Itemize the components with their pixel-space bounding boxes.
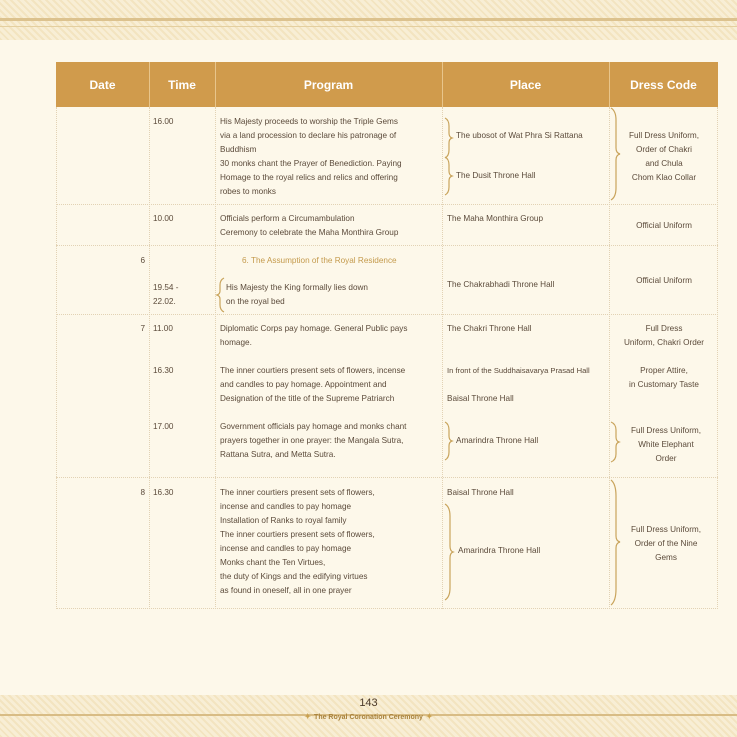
row1-place-b: The Dusit Throne Hall <box>456 171 536 180</box>
row5-place-brace <box>444 504 453 600</box>
row4-dress-3: Full Dress Uniform, White Elephant Order <box>630 426 702 463</box>
schedule-table <box>56 62 718 609</box>
row4-program-1: Diplomatic Corps pay homage. General Public pays homage. <box>220 324 408 347</box>
row4-dress-1: Full Dress Uniform, Chakri Order <box>623 324 705 347</box>
row4-time-3: 17.00 <box>153 422 174 431</box>
row2-time: 10.00 <box>153 214 174 223</box>
row3-dress: Official Uniform <box>636 276 692 285</box>
row1-place-brace-b <box>444 157 452 195</box>
page-number: 143 <box>359 697 378 709</box>
row1-program: His Majesty proceeds to worship the Triple Gems via a land procession to declare his patronage of Buddhism 30 monks chant the Prayer of Benediction. Paying Homage to the royal relics and relics and offering robes to monks <box>220 117 402 196</box>
star-icon: ✦ <box>304 712 312 721</box>
row4-program-2: The inner courtiers present sets of flowers, incense and candles to pay homage. Appointment and Designation of the title of the Supreme Patriarch <box>220 366 406 403</box>
row4-program-3: Government officials pay homage and monks chant prayers together in one prayer: the Mangala Sutra, Rattana Sutra, and Metta Sutra. <box>220 422 407 459</box>
row4-place-3-brace <box>444 422 452 460</box>
row5-date: 8 <box>140 488 145 497</box>
header-time: Time <box>149 62 215 107</box>
row1-place-a: The ubosot of Wat Phra Si Rattana <box>456 131 583 140</box>
top-decorative-band <box>0 0 737 40</box>
row1-dress: Full Dress Uniform, Order of Chakri and Chula Chom Klao Collar <box>628 131 700 182</box>
row4-time-1: 11.00 <box>153 324 173 333</box>
row4-place-2b: Baisal Throne Hall <box>447 394 514 403</box>
row4-place-1: The Chakri Throne Hall <box>447 324 532 333</box>
row2-place: The Maha Monthira Group <box>447 214 544 223</box>
row4-date: 7 <box>140 324 145 333</box>
row5-place-b: Amarindra Throne Hall <box>458 546 541 555</box>
row3-program-brace <box>216 278 224 312</box>
table-border-left <box>56 107 57 609</box>
row4-dress-2: Proper Attire, in Customary Taste <box>629 366 699 389</box>
row5-program: The inner courtiers present sets of flowers, incense and candles to pay homage Installation of Ranks to royal family The inner courtiers present sets of flowers, incense and candles to pay homage Monks chant the Ten Virtues, the duty of Kings and the edifying virtues as found in oneself, all in one prayer <box>220 488 375 595</box>
star-icon: ✦ <box>425 712 433 721</box>
row4-place-2a: In front of the Suddhaisavarya Prasad Hall <box>447 366 590 375</box>
row1-time: 16.00 <box>153 117 174 126</box>
header-place: Place <box>442 62 609 107</box>
row4-time-2: 16.30 <box>153 366 174 375</box>
header-dress-code: Dress Code <box>609 62 718 107</box>
row3-time: 19.54 - 22.02. <box>153 283 179 306</box>
row2-program: Officials perform a Circumambulation Ceremony to celebrate the Maha Monthira Group <box>220 214 399 237</box>
row2-dress: Official Uniform <box>636 221 692 230</box>
row3-date: 6 <box>140 256 145 265</box>
row3-program: His Majesty the King formally lies down on the royal bed <box>226 283 368 306</box>
row5-time: 16.30 <box>153 488 174 497</box>
row3-place: The Chakrabhadi Throne Hall <box>447 280 555 289</box>
header-program: Program <box>215 62 442 107</box>
row3-section-heading: 6. The Assumption of the Royal Residence <box>242 256 397 265</box>
row5-dress: Full Dress Uniform, Order of the Nine Gems <box>630 525 702 562</box>
header-date: Date <box>56 62 149 107</box>
footer-title: ✦ The Royal Coronation Ceremony ✦ <box>304 712 433 721</box>
row5-place-a: Baisal Throne Hall <box>447 488 514 497</box>
row4-place-3: Amarindra Throne Hall <box>456 436 539 445</box>
row1-place-brace-a <box>444 118 452 158</box>
